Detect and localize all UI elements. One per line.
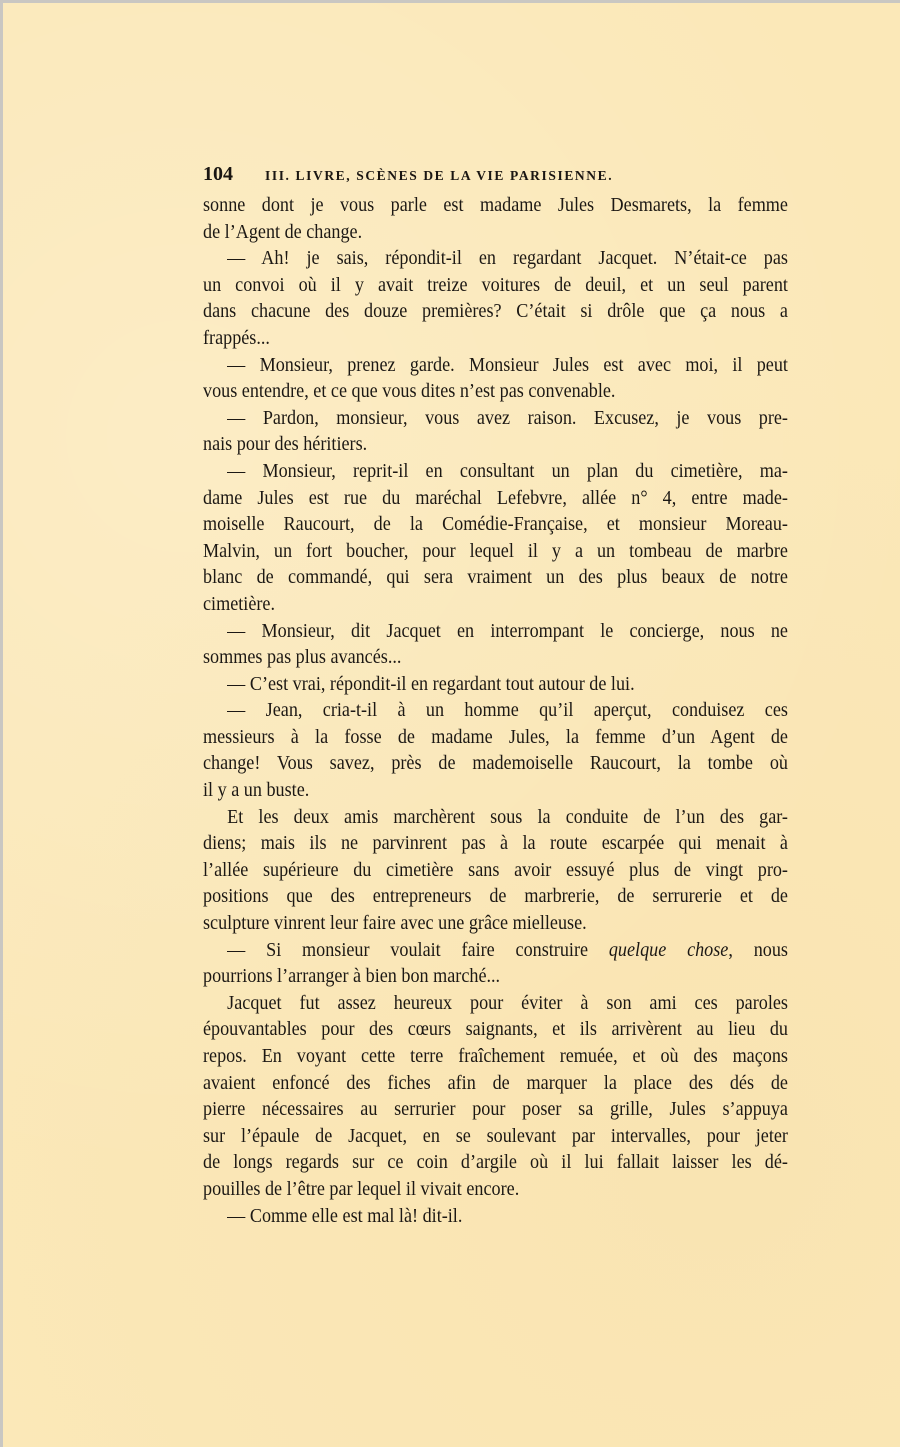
text-line: cimetière. [203,593,276,615]
text-line: — Pardon, monsieur, vous avez raison. Excusez, je vous pre- [227,407,788,429]
body-text [203,193,788,1230]
text-line: messieurs à la fosse de madame Jules, la femme d’un Agent de [203,726,788,748]
text-line-with-italic [203,938,788,965]
text-line: sommes pas plus avancés... [203,647,402,669]
page-number: 104 [203,163,233,185]
text-line: l’allée supérieure du cimetière sans avoir essuyé plus de vingt pro- [203,859,788,881]
text-line: positions que des entrepreneurs de marbrerie, de serrurerie et de [203,886,788,908]
text-line: nais pour des héritiers. [203,434,368,456]
text-line: pourrions l’arranger à bien bon marché... [203,966,501,988]
text-line: un convoi où il y avait treize voitures de deuil, et un seul parent [203,274,788,296]
text-line: sculpture vinrent leur faire avec une grâce mielleuse. [203,913,587,935]
text-segment: — Si monsieur voulait faire construire [227,939,609,961]
text-line: — Monsieur, reprit-il en consultant un plan du cimetière, ma- [227,460,788,482]
running-head: III. LIVRE, SCÈNES DE LA VIE PARISIENNE. [265,168,614,183]
text-line: dame Jules est rue du maréchal Lefebvre, allée n° 4, entre made- [203,487,788,509]
text-line: pierre nécessaires au serrurier pour poser sa grille, Jules s’appuya [203,1099,788,1121]
text-line: pouilles de l’être par lequel il vivait encore. [203,1178,520,1200]
book-page [3,3,900,1447]
text-line: il y a un buste. [203,780,310,802]
text-line: diens; mais ils ne parvinrent pas à la route escarpée qui menait à [203,833,788,855]
text-line: avaient enfoncé des fiches afin de marquer la place des dés de [203,1072,788,1094]
text-line: sonne dont je vous parle est madame Jules Desmarets, la femme [203,195,788,216]
text-line: frappés... [203,327,270,349]
text-line: moiselle Raucourt, de la Comédie-Française, et monsieur Moreau- [203,514,788,536]
text-line: de l’Agent de change. [203,221,363,243]
text-line: — Monsieur, dit Jacquet en interrompant le concierge, nous ne [227,620,788,642]
text-segment: , nous [728,939,788,961]
page-header [203,163,813,191]
text-line: — Jean, cria-t-il à un homme qu’il aperçut, conduisez ces [227,700,788,722]
text-line: vous entendre, et ce que vous dites n’est pas convenable. [203,381,616,403]
text-line: change! Vous savez, près de mademoiselle Raucourt, la tombe où [203,753,788,775]
text-line: épouvantables pour des cœurs saignants, et ils arrivèrent au lieu du [203,1019,788,1041]
text-line: blanc de commandé, qui sera vraiment un des plus beaux de notre [203,567,788,589]
text-line: — Monsieur, prenez garde. Monsieur Jules est avec moi, il peut [227,354,788,376]
text-line: de longs regards sur ce coin d’argile où il lui fallait laisser les dé- [203,1152,788,1174]
text-line: Jacquet fut assez heureux pour éviter à son ami ces paroles [227,992,788,1014]
text-line: dans chacune des douze premières? C’était si drôle que ça nous a [203,301,788,323]
text-line: repos. En voyant cette terre fraîchement remuée, et où des maçons [203,1046,788,1067]
text-line: — Ah! je sais, répondit-il en regardant Jacquet. N’était-ce pas [227,248,788,270]
text-line: sur l’épaule de Jacquet, en se soulevant par intervalles, pour jeter [203,1125,788,1147]
text-line: Et les deux amis marchèrent sous la conduite de l’un des gar- [227,806,788,828]
text-line: — C’est vrai, répondit-il en regardant tout autour de lui. [227,673,635,695]
text-line: — Comme elle est mal là! dit-il. [227,1205,463,1227]
italic-emphasis: quelque chose [608,939,729,961]
text-line: Malvin, un fort boucher, pour lequel il y a un tombeau de marbre [203,540,788,562]
